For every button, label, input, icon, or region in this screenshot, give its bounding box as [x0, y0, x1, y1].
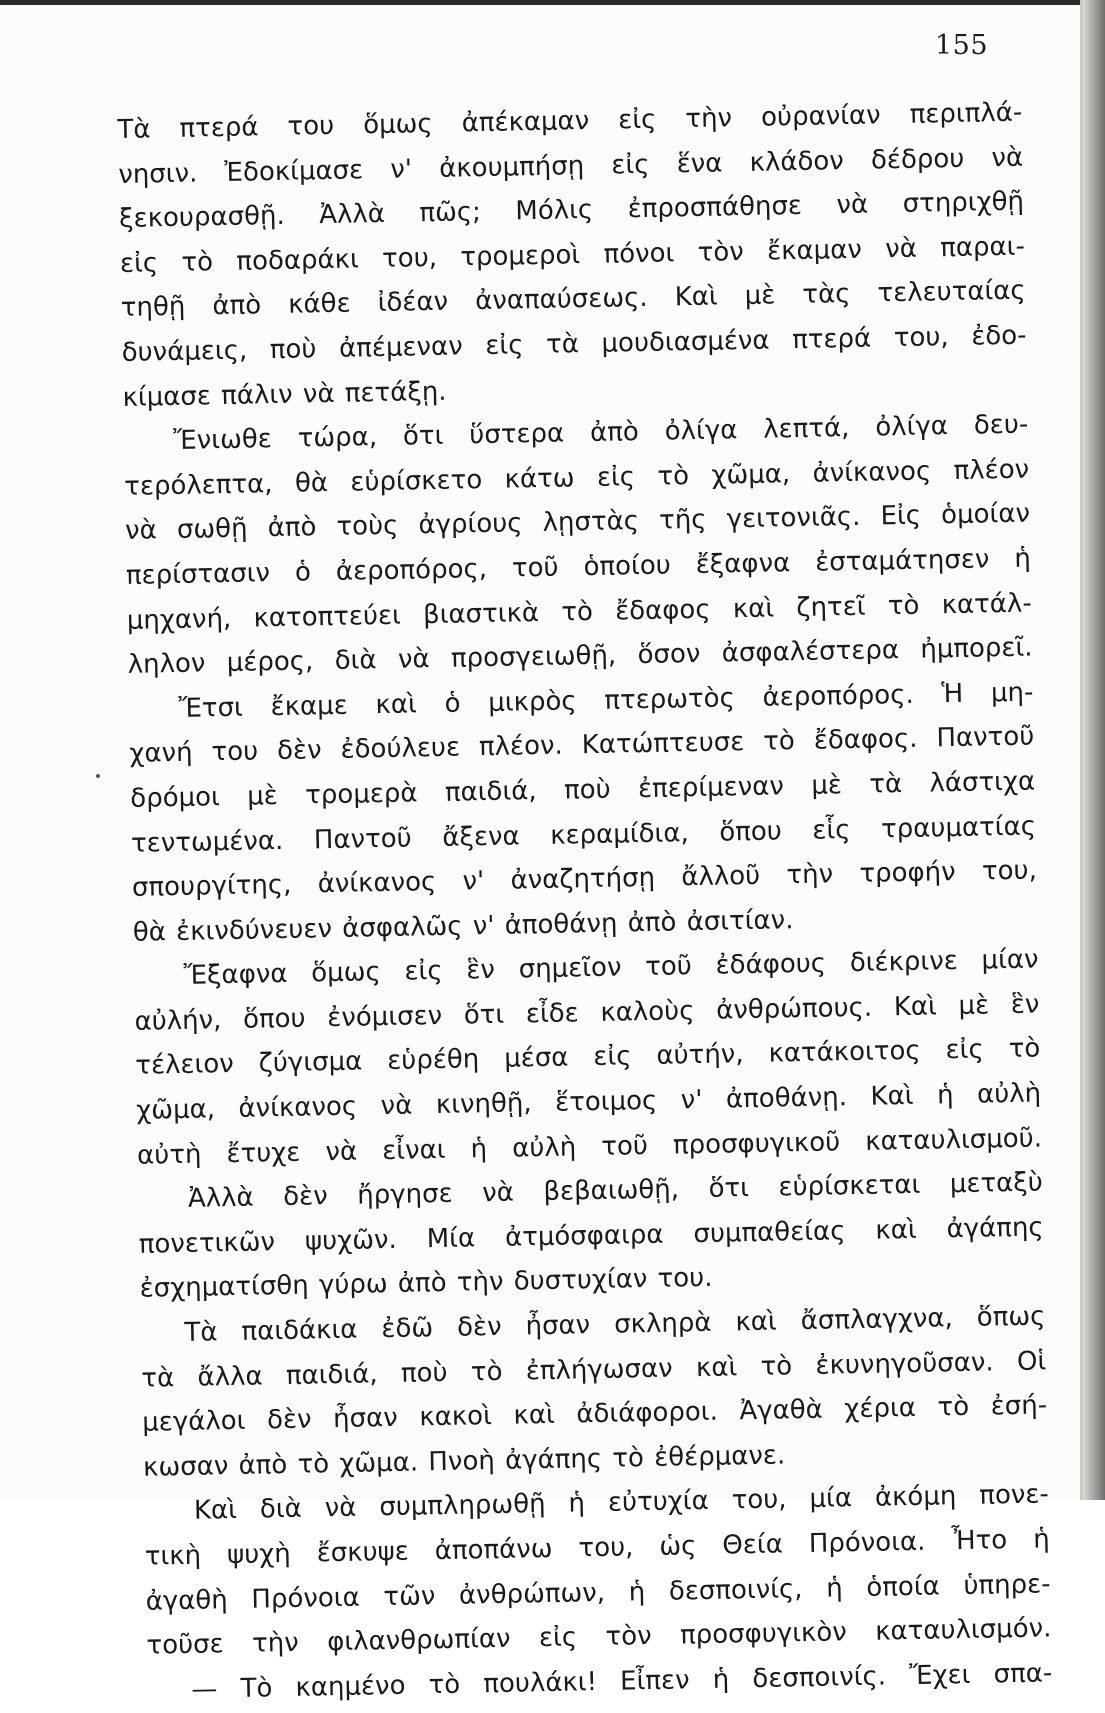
dialogue-line: — Τὸ καημένο τὸ πουλάκι! Εἶπεν ἡ δεσποινίς. Ἔχει σπα-	[191, 1658, 1053, 1705]
text-line: τέλειον ζύγισμα εὑρέθη μέσα εἰς αὐτήν, κατάκοιτος εἰς τὸ	[135, 1033, 1041, 1082]
paragraph-first-line: Τὰ παιδάκια ἐδῶ δὲν ἦσαν σκληρὰ καὶ ἄσπλαγχνα, ὅπως	[184, 1301, 1046, 1348]
text-line: εἰς τὸ ποδαράκι του, τρομεροὶ πόνοι τὸν ἔκαμαν νὰ παραι-	[119, 231, 1026, 279]
text-line: αὐτὴ ἔτυχε νὰ εἶναι ἡ αὐλὴ τοῦ προσφυγικοῦ καταυλισμοῦ.	[136, 1123, 1043, 1171]
text-line: χανή του δὲν ἐδούλευε πλέον. Κατώπτευσε τὸ ἔδαφος. Παντοῦ	[129, 721, 1035, 770]
text-line: περίστασιν ὁ ἀεροπόρος, τοῦ ὁποίου ἔξαφνα ἐσταμάτησεν ἡ	[125, 543, 1032, 591]
text-line: νὰ σωθῇ ἀπὸ τοὺς ἀγρίους λῃστὰς τῆς γειτονιᾶς. Εἰς ὁμοίαν	[124, 498, 1031, 547]
text-line: τηθῇ ἀπὸ κάθε ἰδέαν ἀναπαύσεως. Καὶ μὲ τὰς τελευταίας	[120, 275, 1026, 324]
page-number: 155	[935, 30, 989, 61]
text-line: ληλον μέρος, διὰ νὰ προσγειωθῇ, ὅσον ἀσφαλέστερα ἠμπορεῖ.	[127, 632, 1033, 681]
text-line: νησιν. Ἐδοκίμασε ν' ἀκουμπήσῃ εἰς ἕνα κλάδον δέδρου νὰ	[117, 142, 1024, 190]
scan-speck	[96, 774, 100, 778]
text-line: Τὰ πτερά του ὅμως ἀπέκαμαν εἰς τὴν οὐρανίαν περιπλά-	[117, 97, 1023, 145]
paragraph-first-line: Ἀλλὰ δὲν ἤργησε νὰ βεβαιωθῇ, ὅτι εὑρίσκεται μεταξὺ	[187, 1167, 1044, 1215]
paragraph-last-line: θὰ ἐκινδύνευεν ἀσφαλῶς ν' ἀποθάνῃ ἀπὸ ἀσιτίαν.	[132, 904, 794, 948]
text-line: τερόλεπτα, θὰ εὑρίσκετο κάτω εἰς τὸ χῶμα, ἀνίκανος πλέον	[123, 454, 1030, 502]
text-line: μηχανή, κατοπτεύει βιαστικὰ τὸ ἔδαφος καὶ ζητεῖ τὸ κατάλ-	[126, 588, 1032, 636]
text-line: τεντωμένα. Παντοῦ ἄξενα κεραμίδια, ὅπου εἷς τραυματίας	[130, 810, 1037, 859]
paragraph-last-line: κωσαν ἀπὸ τὸ χῶμα. Πνοὴ ἀγάπης τὸ ἐθέρμανε.	[142, 1440, 786, 1483]
text-line: τοῦσε τὴν φιλανθρωπίαν εἰς τὸν προσφυγικὸν καταυλισμόν.	[146, 1613, 1052, 1661]
text-line: ξεκουρασθῇ. Ἀλλὰ πῶς; Μόλις ἐπροσπάθησε νὰ στηριχθῇ	[118, 186, 1025, 235]
paragraph-last-line: κίμασε πάλιν νὰ πετάξῃ.	[122, 376, 447, 413]
text-line: σπουργίτης, ἀνίκανος ν' ἀναζητήσῃ ἄλλοῦ τὴν τροφήν του,	[131, 855, 1038, 903]
text-line: τικὴ ψυχὴ ἔσκυψε ἀποπάνω του, ὡς Θεία Πρόνοια. Ἦτο ἡ	[144, 1524, 1050, 1572]
page-top-edge	[0, 0, 1105, 5]
text-line: ἀγαθὴ Πρόνοια τῶν ἀνθρώπων, ἡ δεσποινίς, ἡ ὁποία ὑπηρε-	[145, 1568, 1051, 1617]
text-line: δυνάμεις, ποὺ ἀπέμεναν εἰς τὰ μουδιασμένα πτερά του, ἐδο-	[121, 320, 1027, 368]
text-line: χῶμα, ἀνίκανος νὰ κινηθῇ, ἕτοιμος ν' ἀποθάνῃ. Καὶ ἡ αὐλὴ	[135, 1078, 1042, 1126]
book-spine-shadow	[1083, 0, 1105, 1500]
paragraph-last-line: ἐσχηματίσθη γύρω ἀπὸ τὴν δυστυχίαν του.	[139, 1263, 713, 1305]
paragraph-first-line: Ἔτσι ἔκαμε καὶ ὁ μικρὸς πτερωτὸς ἀεροπόρος. Ἡ μη-	[178, 677, 1034, 724]
text-line: μεγάλοι δὲν ἦσαν κακοὶ καὶ ἀδιάφοροι. Ἀγαθὰ χέρια τὸ ἐσή-	[141, 1390, 1048, 1438]
paragraph-first-line: Ἔνιωθε τώρα, ὅτι ὕστερα ἀπὸ ὀλίγα λεπτά, ὀλίγα δευ-	[173, 409, 1029, 457]
text-line: δρόμοι μὲ τρομερὰ παιδιά, ποὺ ἐπερίμεναν μὲ τὰ λάστιχα	[129, 766, 1036, 814]
text-line: τὰ ἄλλα παιδιά, ποὺ τὸ ἐπλήγωσαν καὶ τὸ ἐκυνηγοῦσαν. Οἱ	[141, 1346, 1047, 1394]
text-line: πονετικῶν ψυχῶν. Μία ἀτμόσφαιρα συμπαθείας καὶ ἀγάπης	[138, 1212, 1044, 1260]
paragraph-first-line: Ἔξαφνα ὅμως εἰς ἓν σημεῖον τοῦ ἐδάφους διέκρινε μίαν	[183, 944, 1039, 992]
body-text	[117, 91, 1053, 1713]
text-line: αὐλήν, ὅπου ἐνόμισεν ὅτι εἶδε καλοὺς ἀνθρώπους. Καὶ μὲ ἓν	[134, 989, 1040, 1037]
paragraph-first-line: Καὶ διὰ νὰ συμπληρωθῇ ἡ εὐτυχία του, μία ἀκόμη πονε-	[193, 1479, 1050, 1527]
